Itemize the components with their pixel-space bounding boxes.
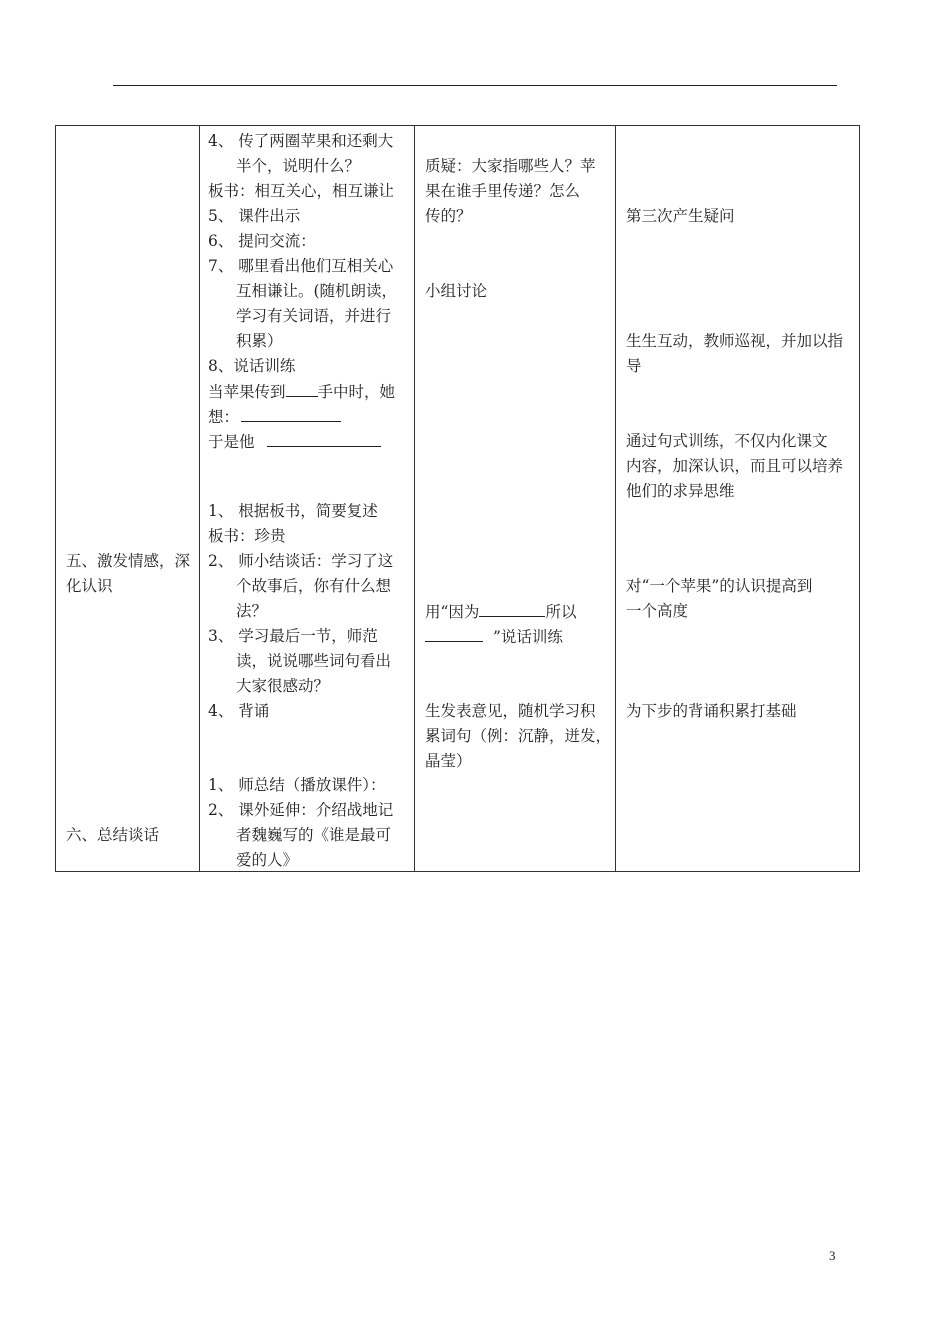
teacher-line: 8、说话训练: [208, 357, 296, 375]
teacher-line: 法？: [236, 602, 268, 620]
teacher-line: 2、 师小结谈话：学习了这: [208, 552, 394, 570]
teacher-line: 互相谦让。(随机朗读，: [236, 282, 398, 300]
column-divider: [414, 126, 415, 871]
intent-line: 为下步的背诵积累打基础: [626, 702, 797, 720]
intent-line: 第三次产生疑问: [626, 207, 735, 225]
intent-line: 导: [626, 357, 642, 375]
student-line-part: ”说话训练: [493, 628, 563, 646]
teacher-line: 6、 提问交流：: [208, 232, 316, 250]
fill-blank: [425, 624, 483, 642]
student-line: [425, 624, 563, 650]
student-line: 累词句（例：沉静，迸发，: [425, 727, 612, 745]
teacher-line: 半个，说明什么？: [236, 157, 361, 175]
lesson-plan-table: [55, 125, 860, 872]
teacher-line: 板书：相互关心，相互谦让: [208, 182, 395, 200]
student-line: 传的？: [425, 207, 472, 225]
fill-blank: [479, 599, 545, 617]
teacher-line: 学习有关词语，并进行: [236, 307, 392, 325]
column-divider: [199, 126, 200, 871]
teacher-line-part: 于是他: [208, 433, 255, 451]
teacher-line: [208, 379, 395, 405]
student-line: 生发表意见，随机学习积: [425, 702, 596, 720]
intent-line: 通过句式训练，不仅内化课文: [626, 432, 828, 450]
teacher-line-part: 想：: [208, 408, 240, 426]
intent-line: 一个高度: [626, 602, 689, 620]
teacher-line: [208, 404, 341, 430]
student-line-part: 所以: [545, 603, 577, 621]
teacher-line: 爱的人》: [236, 851, 299, 869]
header-rule: [113, 85, 837, 86]
student-line: 小组讨论: [425, 282, 488, 300]
teacher-line-part: 当苹果传到: [208, 383, 286, 401]
teacher-line: 2、 课外延伸：介绍战地记: [208, 801, 394, 819]
teacher-line: [208, 429, 381, 455]
column-divider: [615, 126, 616, 871]
fill-blank: [286, 379, 318, 397]
teacher-line: 积累）: [236, 332, 283, 350]
stage-5-label: 五、激发情感，深: [66, 552, 191, 570]
intent-line: 生生互动，教师巡视，并加以指: [626, 332, 844, 350]
stage-6-label: 六、总结谈话: [66, 826, 160, 844]
teacher-line: 1、 师总结（播放课件）：: [208, 776, 386, 794]
teacher-line: 板书：珍贵: [208, 527, 286, 545]
student-line: 果在谁手里传递？怎么: [425, 182, 581, 200]
teacher-line: 者魏巍写的《谁是最可: [236, 826, 392, 844]
teacher-line: 读，说说哪些词句看出: [236, 652, 392, 670]
teacher-line: 大家很感动？: [236, 677, 330, 695]
teacher-line: 4、 传了两圈苹果和还剩大: [208, 132, 394, 150]
fill-blank: [241, 404, 341, 422]
teacher-line: 个故事后，你有什么想: [236, 577, 392, 595]
student-line-part: 用“因为: [425, 603, 480, 621]
intent-line: 他们的求异思维: [626, 482, 735, 500]
intent-line: 对“一个苹果”的认识提高到: [626, 577, 813, 595]
teacher-line: 7、 哪里看出他们互相关心: [208, 257, 394, 275]
page-number: 3: [829, 1248, 836, 1263]
teacher-line: 1、 根据板书，简要复述: [208, 502, 378, 520]
stage-5-label-cont: 化认识: [66, 577, 113, 595]
intent-line: 内容，加深认识，而且可以培养: [626, 457, 844, 475]
student-line: 质疑：大家指哪些人？苹: [425, 157, 596, 175]
teacher-line: 3、 学习最后一节，师范: [208, 627, 378, 645]
teacher-line: 4、 背诵: [208, 702, 270, 720]
fill-blank: [267, 429, 381, 447]
teacher-line-part: 手中时，她: [317, 383, 396, 401]
student-line: 晶莹）: [425, 752, 472, 770]
teacher-line: 5、 课件出示: [208, 207, 301, 225]
student-line: [425, 599, 576, 625]
